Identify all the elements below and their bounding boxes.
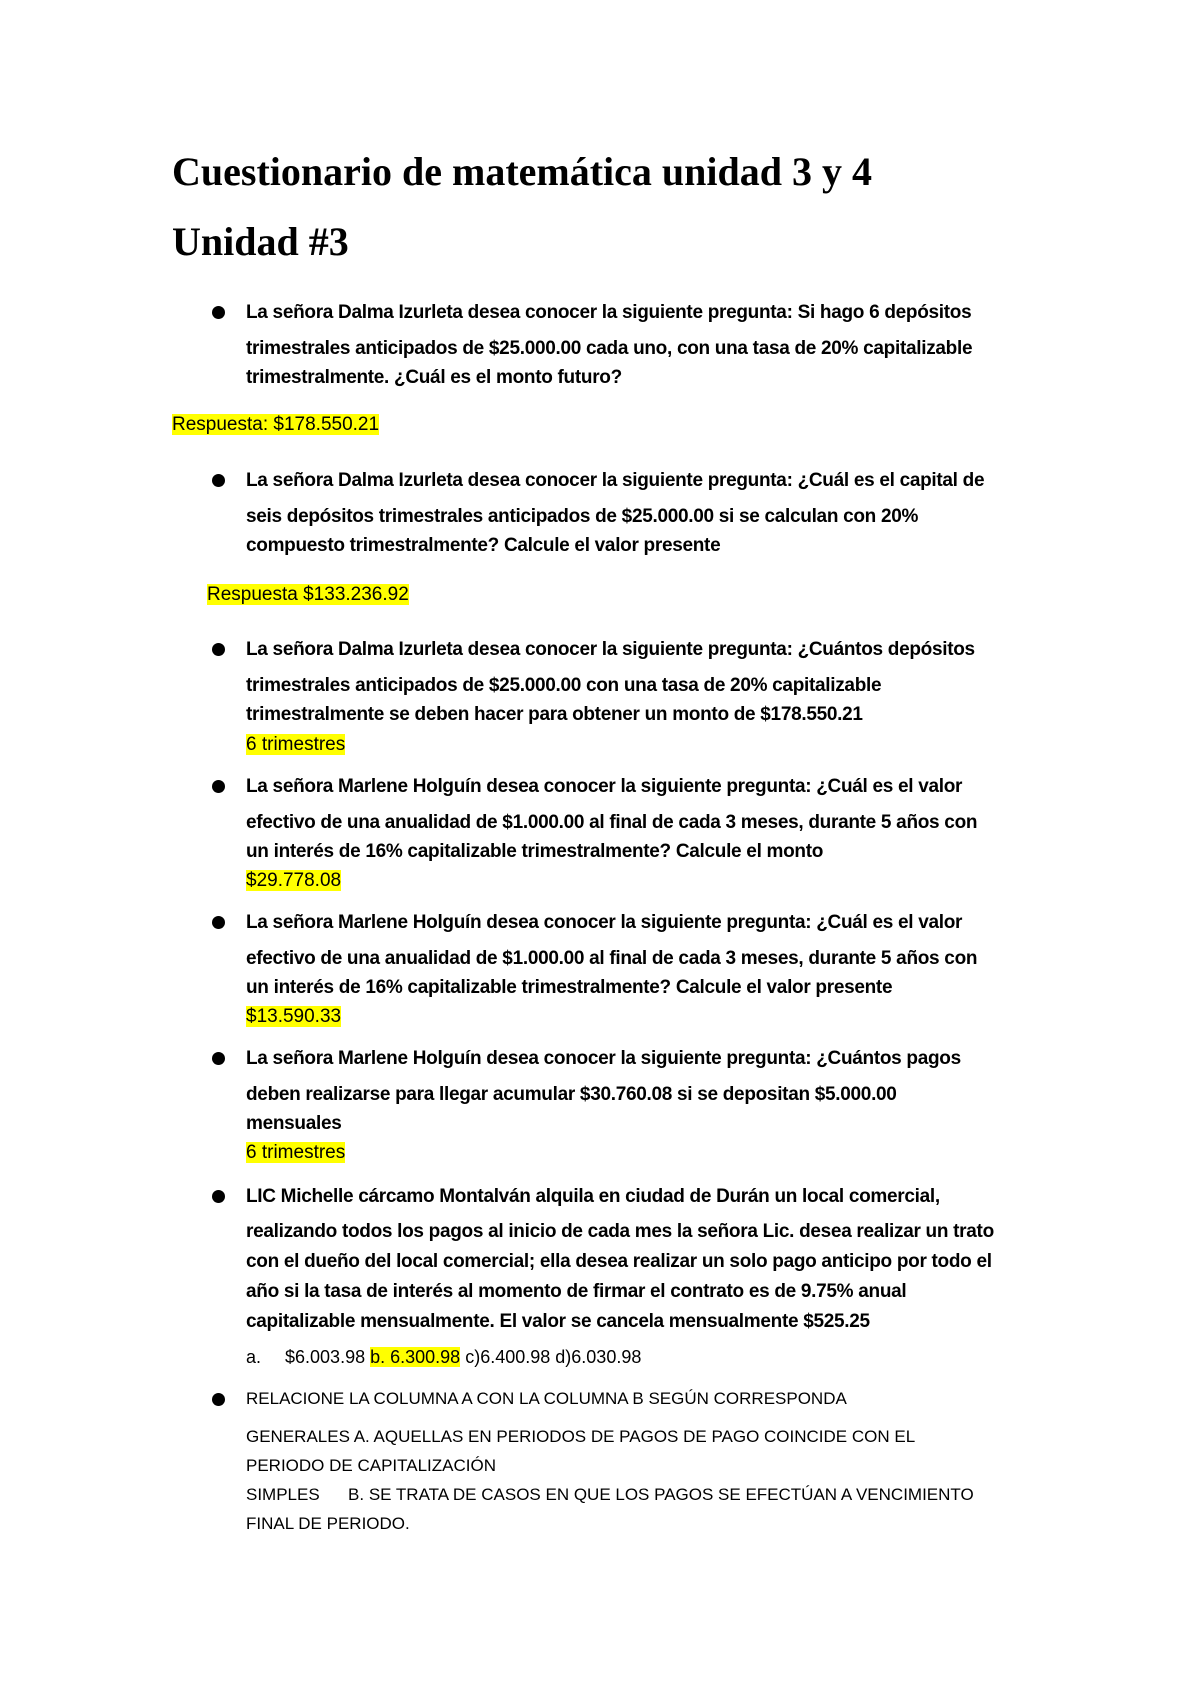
answer-options xyxy=(246,1345,641,1369)
question-text-line: LIC Michelle cárcamo Montalván alquila en ciudad de Durán un local comercial, xyxy=(246,1186,940,1207)
bullet-icon xyxy=(212,1393,225,1406)
bullet-icon xyxy=(212,1190,225,1203)
question-text-line: trimestralmente se deben hacer para obtener un monto de $178.550.21 xyxy=(246,704,863,725)
option-a: $6.003.98 xyxy=(285,1347,366,1367)
answer-line xyxy=(246,1005,341,1029)
answer-highlight: 6 trimestres xyxy=(246,734,346,755)
question-text-line: La señora Marlene Holguín desea conocer la siguiente pregunta: ¿Cuál es el valor xyxy=(246,776,963,797)
section-heading: Unidad #3 xyxy=(172,219,349,264)
question-text-line: La señora Dalma Izurleta desea conocer la siguiente pregunta: ¿Cuántos depósitos xyxy=(246,639,975,660)
question-text-line: PERIODO DE CAPITALIZACIÓN xyxy=(246,1456,497,1475)
question-heading: RELACIONE LA COLUMNA A CON LA COLUMNA B SEGÚN CORRESPONDA xyxy=(246,1389,847,1408)
answer-highlight: Respuesta: $178.550.21 xyxy=(172,414,380,435)
answer-line xyxy=(246,733,345,757)
bullet-icon xyxy=(212,306,225,319)
question-text-line: efectivo de una anualidad de $1.000.00 al final de cada 3 meses, durante 5 años con xyxy=(246,948,978,969)
question-text-line: compuesto trimestralmente? Calcule el valor presente xyxy=(246,535,721,556)
answer-highlight: Respuesta $133.236.92 xyxy=(207,584,409,605)
answer-highlight: $29.778.08 xyxy=(246,870,342,891)
document-title: Cuestionario de matemática unidad 3 y 4 xyxy=(172,149,872,194)
bullet-icon xyxy=(212,780,225,793)
question-text-line: trimestrales anticipados de $25.000.00 con una tasa de 20% capitalizable xyxy=(246,675,882,696)
question-text-line: trimestrales anticipados de $25.000.00 cada uno, con una tasa de 20% capitalizable xyxy=(246,338,973,359)
question-text-line: La señora Dalma Izurleta desea conocer la siguiente pregunta: Si hago 6 depósitos xyxy=(246,302,972,323)
answer-line xyxy=(246,869,341,893)
bullet-icon xyxy=(212,1052,225,1065)
option-a-marker: a. xyxy=(246,1347,262,1367)
question-text-line: SIMPLES B. SE TRATA DE CASOS EN QUE LOS PAGOS SE EFECTÚAN A VENCIMIENTO xyxy=(246,1485,974,1504)
option-b-highlight: b. 6.300.98 xyxy=(370,1347,461,1367)
answer-highlight: $13.590.33 xyxy=(246,1006,342,1027)
bullet-icon xyxy=(212,916,225,929)
bullet-icon xyxy=(212,474,225,487)
question-text-line: La señora Marlene Holguín desea conocer la siguiente pregunta: ¿Cuál es el valor xyxy=(246,912,963,933)
question-text-line: un interés de 16% capitalizable trimestralmente? Calcule el monto xyxy=(246,841,824,862)
question-text-line: seis depósitos trimestrales anticipados de $25.000.00 si se calculan con 20% xyxy=(246,506,919,527)
question-text-line: mensuales xyxy=(246,1113,342,1134)
answer-line xyxy=(172,413,379,437)
answer-highlight: 6 trimestres xyxy=(246,1142,346,1163)
question-text-line: capitalizable mensualmente. El valor se cancela mensualmente $525.25 xyxy=(246,1311,870,1332)
question-text-line: efectivo de una anualidad de $1.000.00 al final de cada 3 meses, durante 5 años con xyxy=(246,812,978,833)
question-text-line: GENERALES A. AQUELLAS EN PERIODOS DE PAGOS DE PAGO COINCIDE CON EL xyxy=(246,1427,916,1446)
question-text-line: año si la tasa de interés al momento de firmar el contrato es de 9.75% anual xyxy=(246,1281,907,1302)
bullet-icon xyxy=(212,643,225,656)
question-text-line: deben realizarse para llegar acumular $30.760.08 si se depositan $5.000.00 xyxy=(246,1084,897,1105)
question-text-line: trimestralmente. ¿Cuál es el monto futuro? xyxy=(246,367,622,388)
options-c-d: c)6.400.98 d)6.030.98 xyxy=(465,1347,642,1367)
question-text-line: FINAL DE PERIODO. xyxy=(246,1514,410,1533)
question-text-line: La señora Marlene Holguín desea conocer la siguiente pregunta: ¿Cuántos pagos xyxy=(246,1048,961,1069)
question-text-line: un interés de 16% capitalizable trimestralmente? Calcule el valor presente xyxy=(246,977,893,998)
answer-line xyxy=(246,1141,345,1165)
question-text-line: La señora Dalma Izurleta desea conocer la siguiente pregunta: ¿Cuál es el capital de xyxy=(246,470,985,491)
question-text-line: realizando todos los pagos al inicio de cada mes la señora Lic. desea realizar un trato xyxy=(246,1221,994,1242)
question-text-line: con el dueño del local comercial; ella desea realizar un solo pago anticipo por todo el xyxy=(246,1251,992,1272)
answer-line xyxy=(207,583,409,607)
